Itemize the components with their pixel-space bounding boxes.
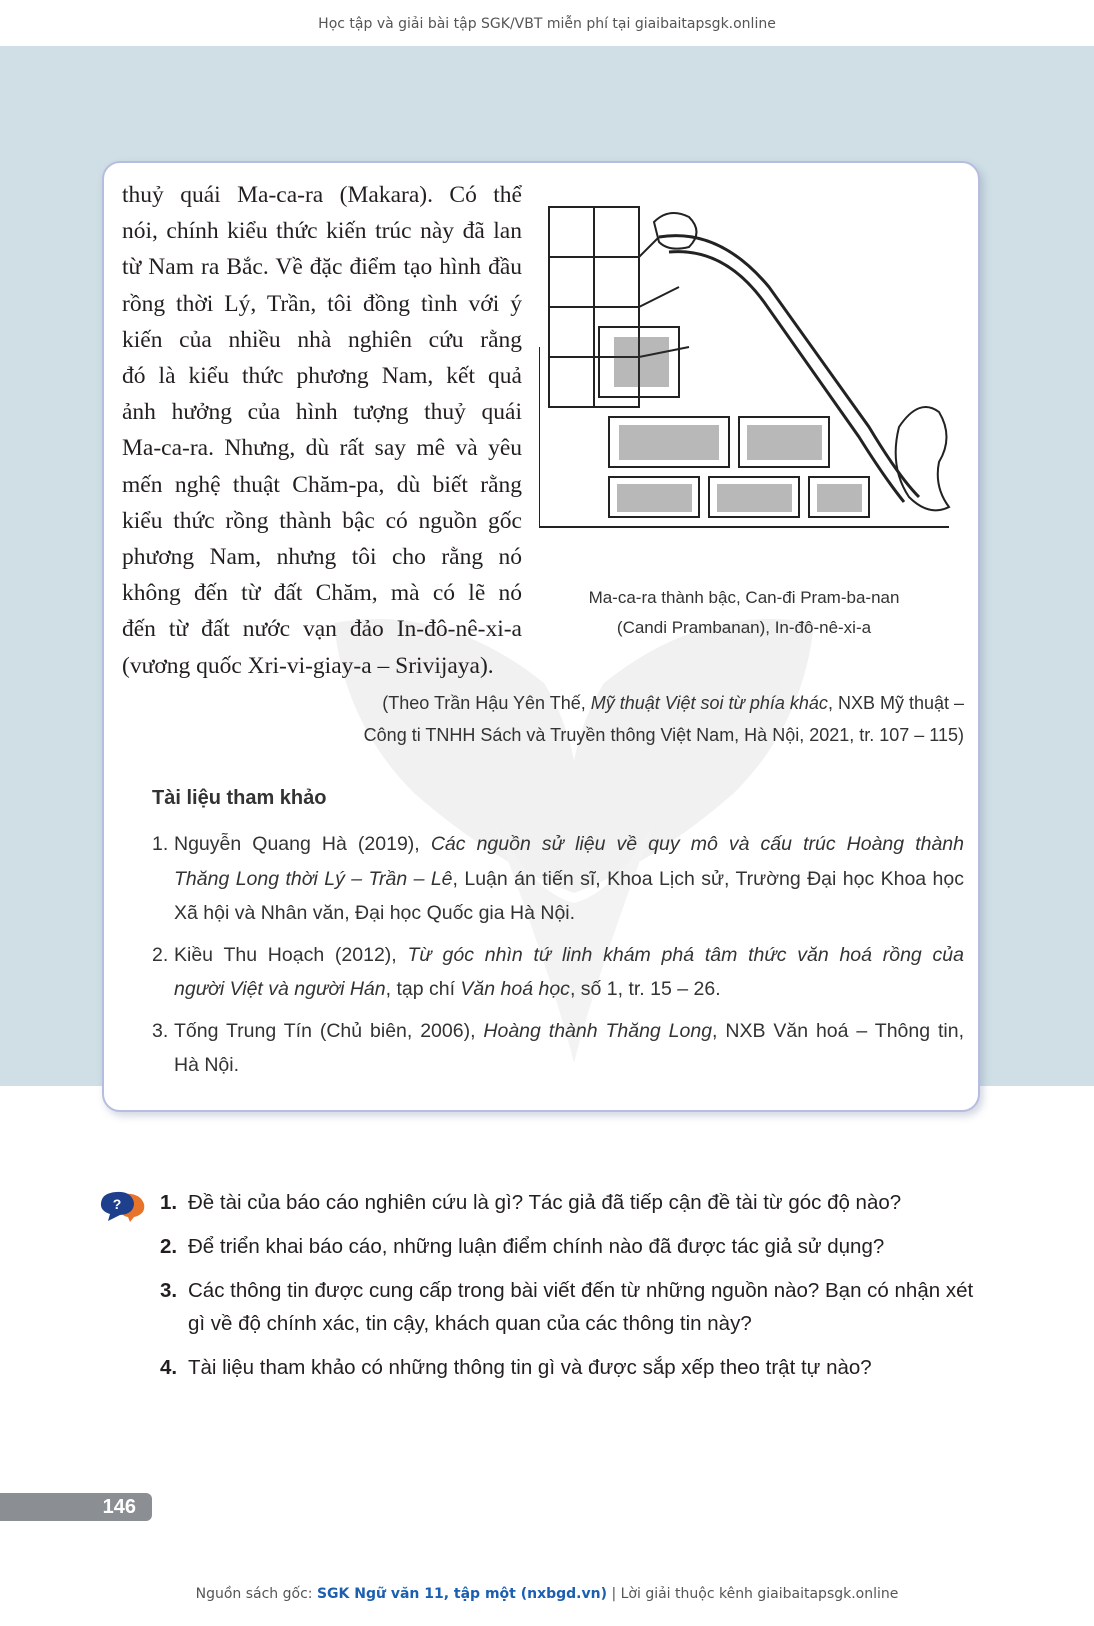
reference-number: 1. — [152, 833, 169, 855]
ref-text: , tạp chí — [385, 978, 461, 1000]
reference-item — [152, 1014, 964, 1083]
reference-number: 2. — [152, 943, 169, 966]
question-item — [160, 1186, 980, 1219]
ref-text: , NXB Văn hoá – Thông tin, — [712, 1019, 965, 1042]
top-banner: Học tập và giải bài tập SGK/VBT miễn phí tại giaibaitapsgk.online — [0, 0, 1094, 46]
source-post: , NXB Mỹ thuật – — [827, 693, 964, 713]
svg-text:?: ? — [112, 1196, 122, 1212]
ref-title: Thăng Long thời Lý – Trần – Lê — [174, 867, 453, 890]
reference-item — [152, 827, 964, 931]
question-item — [160, 1230, 980, 1263]
source-citation — [304, 687, 964, 751]
ref-title: người Việt và người Hán — [174, 978, 386, 1000]
article-line: kiến của nhiều nhà nghiên cứu rằng — [122, 326, 522, 353]
question-text: Tài liệu tham khảo có những thông tin gì và được sắp xếp theo trật tự nào? — [188, 1356, 872, 1379]
figure-caption — [534, 583, 954, 643]
footer-book-link[interactable]: SGK Ngữ văn 11, tập một (nxbgd.vn) — [316, 1586, 607, 1602]
ref-text: , số 1, tr. 15 – 26. — [569, 978, 721, 1000]
question-number: 2. — [160, 1235, 178, 1258]
question-item — [160, 1274, 980, 1340]
ref-text: Hà Nội. — [174, 1054, 240, 1076]
caption-line: (Candi Prambanan), In-đô-nê-xi-a — [616, 618, 872, 637]
ref-text: Tống Trung Tín (Chủ biên, 2006), — [174, 1019, 484, 1042]
page-number-tab — [0, 1493, 152, 1521]
questions-list — [160, 1186, 980, 1395]
source-pre: (Theo Trần Hậu Yên Thế, — [382, 693, 591, 713]
footer-suffix: | Lời giải thuộc kênh giaibaitapsgk.online — [607, 1586, 899, 1602]
question-text: Để triển khai báo cáo, những luận điểm chính nào đã được tác giả sử dụng? — [188, 1235, 885, 1258]
article-line: đó là kiểu thức phương Nam, kết quả — [122, 363, 522, 390]
ref-text: , Luận án tiến sĩ, Khoa Lịch sử, Trường Đại học Khoa học — [452, 867, 964, 890]
references-list — [152, 827, 964, 1090]
source-line2: Công ti TNHH Sách và Truyền thông Việt Nam, Hà Nội, 2021, tr. 107 – 115) — [363, 725, 964, 745]
article-line: phương Nam, nhưng tôi cho rằng nó — [122, 544, 522, 571]
question-chat-icon — [100, 1190, 154, 1224]
ref-title: Từ góc nhìn tứ linh khám phá tâm thức văn hoá rồng của — [407, 943, 964, 966]
article-line: Ma-ca-ra. Nhưng, dù rất say mê và yêu — [122, 435, 522, 462]
reading-card — [102, 161, 980, 1112]
ref-text: Nguyễn Quang Hà (2019), — [174, 833, 431, 855]
ref-title: Các nguồn sử liệu về quy mô và cấu trúc Hoàng thành — [430, 833, 964, 855]
article-line: kiểu thức rồng thành bậc có nguồn gốc — [122, 507, 522, 534]
source-title: Mỹ thuật Việt soi từ phía khác — [590, 693, 828, 713]
page-number: 146 — [102, 1496, 136, 1518]
question-item — [160, 1351, 980, 1384]
article-line: thuỷ quái Ma-ca-ra (Makara). Có thể — [122, 182, 522, 208]
caption-line: Ma-ca-ra thành bậc, Can-đi Pram-ba-nan — [588, 588, 900, 607]
footer-prefix: Nguồn sách gốc: — [195, 1586, 317, 1602]
article-line: nói, chính kiểu thức kiến trúc này đã lan — [122, 218, 522, 245]
question-number: 1. — [160, 1191, 178, 1214]
ref-text: Xã hội và Nhân văn, Đại học Quốc gia Hà Nội. — [174, 902, 576, 924]
article-line: (vương quốc Xri-vi-giay-a – Srivijaya). — [122, 652, 494, 679]
article-line: mến nghệ thuật Chăm-pa, dù biết rằng — [122, 471, 522, 498]
footer — [0, 1586, 1094, 1602]
ref-text: Kiều Thu Hoạch (2012), — [174, 943, 408, 966]
ref-journal: Văn hoá học — [460, 978, 570, 1000]
question-number: 4. — [160, 1356, 178, 1379]
question-number: 3. — [160, 1279, 178, 1302]
question-text: Các thông tin được cung cấp trong bài viết đến từ những nguồn nào? Bạn có nhận xét gì về độ chính xác, tin cậy, khách quan của các thông tin này? — [188, 1279, 974, 1335]
article-line: ảnh hưởng của hình tượng thuỷ quái — [122, 399, 522, 426]
ref-title: Hoàng thành Thăng Long — [483, 1019, 713, 1042]
reference-item — [152, 938, 964, 1007]
article-line: từ Nam ra Bắc. Về đặc điểm tạo hình đầu — [122, 254, 522, 281]
article-text — [122, 177, 522, 684]
references-title: Tài liệu tham khảo — [152, 787, 327, 809]
article-line: rồng thời Lý, Trần, tôi đồng tình với ý — [122, 290, 522, 317]
makara-stairs-illustration — [539, 197, 959, 567]
reference-number: 3. — [152, 1019, 169, 1042]
article-line: đến từ đất nước vạn đảo In-đô-nê-xi-a — [122, 616, 522, 643]
article-line: không đến từ đất Chăm, mà có lẽ nó — [122, 580, 522, 607]
question-text: Đề tài của báo cáo nghiên cứu là gì? Tác giả đã tiếp cận đề tài từ góc độ nào? — [188, 1191, 902, 1214]
